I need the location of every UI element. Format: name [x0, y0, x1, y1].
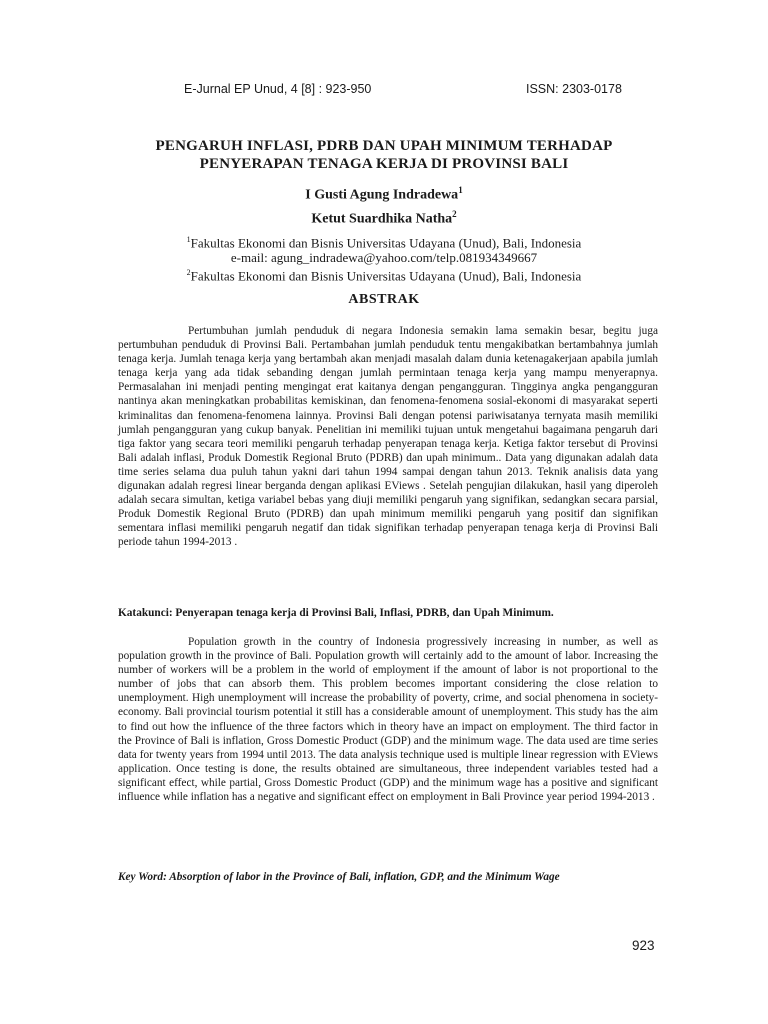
page-number: 923	[632, 938, 655, 953]
issn-label: ISSN: 2303-0178	[526, 82, 622, 96]
affiliation-2	[100, 265, 668, 283]
affiliation-1-mark: 1	[186, 235, 191, 244]
affiliations	[100, 232, 668, 284]
paper-title	[100, 137, 668, 173]
journal-citation: E-Jurnal EP Unud, 4 [8] : 923-950	[184, 82, 372, 96]
abstract-heading: ABSTRAK	[348, 292, 420, 307]
paper-title-line-1: PENGARUH INFLASI, PDRB DAN UPAH MINIMUM TERHADAP	[155, 138, 613, 154]
author-1-name: I Gusti Agung Indradewa	[305, 187, 459, 203]
affiliation-2-text: Fakultas Ekonomi dan Bisnis Universitas Udayana (Unud), Bali, Indonesia	[190, 268, 582, 284]
affiliation-1	[100, 232, 668, 250]
author-2-name: Ketut Suardhika Natha	[311, 211, 453, 227]
author-2	[100, 205, 668, 229]
author-email: e-mail: agung_indradewa@yahoo.com/telp.081934349667	[230, 250, 538, 266]
abstract-english: Population growth in the country of Indonesia progressively increasing in number, as well as population growth in the province of Bali. Population growth will certainly add to the amount of labor. Increasing the number of workers will be a problem in the world of employment if the amount of labor is not proportional to the number of jobs that can absorb them. This problem becomes important considering the close relation to unemployment. High unemployment will increase the probability of poverty, crime, and social phenomena in society-economy. Bali provincial tourism potential it still has a considerable amount of unemployment. This study has the aim to find out how the influence of the three factors which in theory have an impact on employment. The third factor in the Province of Bali is inflation, Gross Domestic Product (GDP) and the minimum wage. The data used are time series data for twenty years from 1994 until 2013. The data analysis technique used is multiple linear regression with EViews application. Once testing is done, the results obtained are simultaneous, three independent variables tested had a significant effect, while partial, Gross Domestic Product (GDP) and the minimum wage has a positive and significant influence while inflation has a negative and significant effect on employment in Bali Province year period 1994-2013 .	[118, 636, 658, 804]
author-1-mark: 1	[458, 185, 463, 195]
keywords-indonesian: Katakunci: Penyerapan tenaga kerja di Provinsi Bali, Inflasi, PDRB, dan Upah Minimum.	[118, 607, 554, 619]
abstract-indonesian: Pertumbuhan jumlah penduduk di negara Indonesia semakin lama semakin besar, begitu juga pertumbuhan penduduk di Provinsi Bali. Pertambahan jumlah penduduk tentu mengakibatkan bertambahnya jumlah tenaga kerja. Jumlah tenaga kerja yang bertambah akan menjadi masalah dalam dunia ketenagakerjaan apabila jumlah tenaga kerja yang ada tidak sebanding dengan jumlah permintaan tenaga kerja yang mampu menyerapnya. Permasalahan ini menjadi penting mengingat erat kaitanya dengan pengangguran. Tingginya angka pengangguran nantinya akan meningkatkan probabilitas kemiskinan, dan fenomena-fenomena sosial-ekonomi di masyarakat seperti kriminalitas dan fenomena-fenomena lainnya. Provinsi Bali dengan potensi pariwisatanya ternyata masih memiliki jumlah pengangguran yang cukup banyak. Penelitian ini memiliki tujuan untuk mengetahui bagaimana pengaruh dari tiga faktor yang secara teori memiliki pengaruh terhadap penyerapan tenaga kerja. Ketiga faktor tersebut di Provinsi Bali adalah inflasi, Produk Domestik Regional Bruto (PDRB) dan upah minimum.. Data yang digunakan adalah data time series selama dua puluh tahun yakni dari tahun 1994 sampai dengan tahun 2013. Teknik analisis data yang digunakan adalah regresi linear berganda dengan aplikasi EViews . Setelah pengujian dilakukan, hasil yang diperoleh adalah secara simultan, ketiga variabel bebas yang diuji memiliki pengaruh yang signifikan, sedangkan secara parsial, Produk Domestik Regional Bruto (PDRB) dan upah minimum memiliki pengaruh yang positif dan signifikan sementara inflasi memiliki pengaruh negatif dan tidak signifikan terhadap penyerapan tenaga kerja di Provinsi Bali periode tahun 1994-2013 .	[118, 325, 658, 549]
affiliation-2-mark: 2	[186, 268, 191, 278]
keywords-english: Key Word: Absorption of labor in the Province of Bali, inflation, GDP, and the Minimum Wage	[118, 871, 560, 883]
author-list	[100, 181, 668, 228]
affiliation-1-text: Fakultas Ekonomi dan Bisnis Universitas Udayana (Unud), Bali, Indonesia	[190, 235, 582, 251]
author-1	[100, 181, 668, 205]
paper-title-line-2: PENYERAPAN TENAGA KERJA DI PROVINSI BALI	[199, 156, 569, 172]
author-2-mark: 2	[452, 208, 457, 219]
